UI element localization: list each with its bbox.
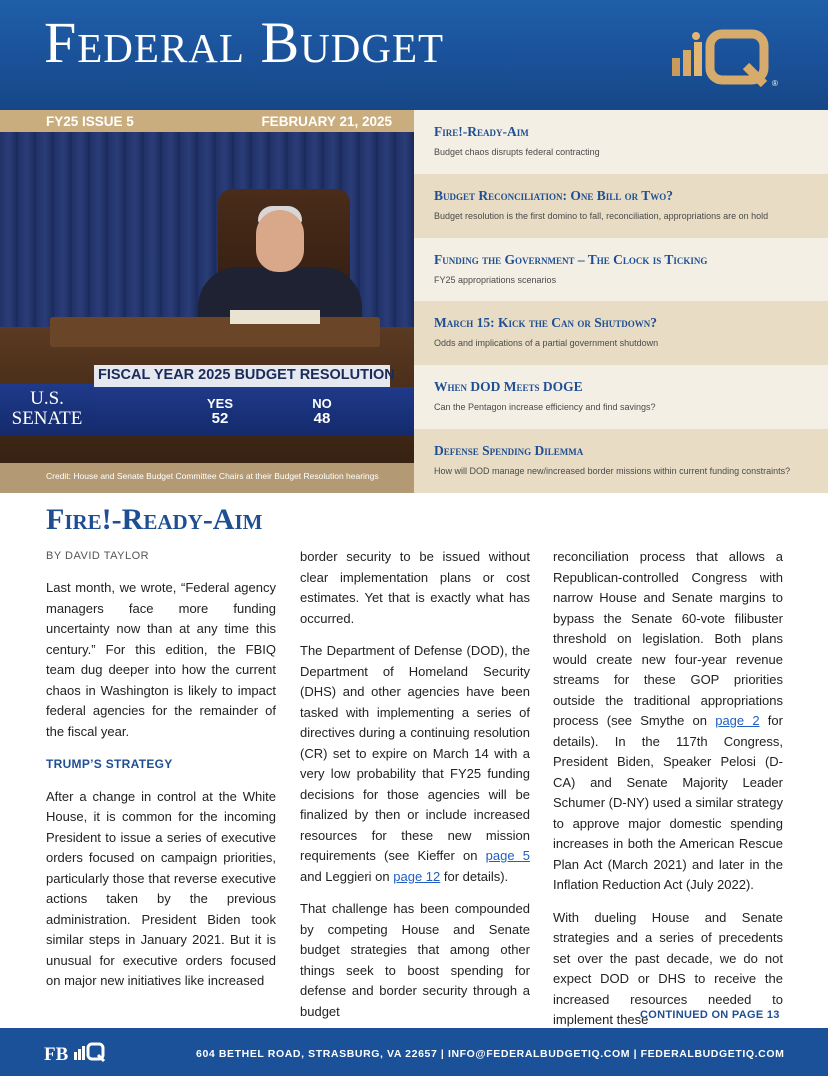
- toc-item[interactable]: [414, 365, 828, 429]
- toc-item-title[interactable]: When DOD Meets DOGE: [434, 379, 583, 395]
- photo-papers: [230, 310, 320, 324]
- footer: [0, 1028, 828, 1076]
- article-paragraph: Last month, we wrote, “Federal agency managers face more funding uncertainty now than at any time this century.” For this edition, the FBIQ team dug deeper into how the current chaos in Washington is likely to impact federal agencies for the remainder of the fiscal year.: [46, 580, 276, 739]
- article-paragraph: That challenge has been compounded by competing House and Senate budget strategies that among other things seek to boost spending for defense and border security through a budget: [300, 901, 530, 1019]
- photo-credit: Credit: House and Senate Budget Committee Chairs at their Budget Resolution hearings: [46, 471, 379, 481]
- toc-item[interactable]: [414, 110, 828, 174]
- vote-yes-label: YES: [206, 396, 233, 411]
- toc-item[interactable]: [414, 301, 828, 365]
- page-5-link[interactable]: page 5: [485, 848, 530, 863]
- toc-item[interactable]: [414, 429, 828, 493]
- senate-label-line2: SENATE: [11, 408, 83, 429]
- article-text: and Leggieri on: [300, 868, 394, 884]
- footer-contact: 604 BETHEL ROAD, STRASBURG, VA 22657 | INFO@FEDERALBUDGETIQ.COM | FEDERALBUDGETIQ.COM: [196, 1048, 785, 1060]
- article-paragraph: [553, 547, 783, 896]
- article-paragraph: [300, 641, 530, 887]
- footer-logo-text: FB: [44, 1044, 69, 1065]
- vote-yes: [190, 396, 250, 426]
- article-text: for details).: [440, 868, 509, 884]
- issue-date: FEBRUARY 21, 2025: [261, 114, 392, 129]
- photo-person-head: [256, 210, 304, 272]
- vote-no-count: 48: [313, 410, 331, 427]
- article-title: Fire!-Ready-Aim: [46, 503, 263, 536]
- masthead: [0, 0, 828, 110]
- article-text: reconciliation process that allows a Republican-controlled Congress with narrow House and Senate margins to bypass the Senate 60-vote filibuster threshold on legislation. Both plans would create new four-year revenue streams for these GOP priorities outside the traditional appropriations process (see Smythe on: [553, 549, 783, 728]
- vote-yes-count: 52: [211, 410, 229, 427]
- vote-bar: [94, 387, 414, 435]
- svg-text:®: ®: [772, 79, 778, 88]
- table-of-contents: [414, 110, 828, 493]
- footer-iq-icon: [73, 1042, 107, 1062]
- photo-lower-third: FISCAL YEAR 2025 BUDGET RESOLUTION: [94, 365, 390, 387]
- toc-item-title[interactable]: Fire!-Ready-Aim: [434, 124, 529, 139]
- toc-item-desc: Can the Pentagon increase efficiency and find savings?: [434, 402, 656, 413]
- article-column-3: [553, 547, 783, 1043]
- continued-link[interactable]: CONTINUED ON PAGE 13: [640, 1009, 780, 1021]
- toc-item-title[interactable]: March 15: Kick the Can or Shutdown?: [434, 315, 658, 331]
- toc-item-desc: Budget chaos disrupts federal contracting: [434, 147, 600, 157]
- issue-bar: [0, 110, 414, 132]
- article-paragraph: With dueling House and Senate strategies and a series of precedents set over the past decade, we do not expect DOD or DHS to receive the increased resources needed to implement these: [553, 909, 783, 1027]
- toc-item[interactable]: [414, 174, 828, 238]
- senate-label: [0, 384, 94, 436]
- page-12-link[interactable]: page 12: [393, 868, 441, 884]
- toc-item-desc: Budget resolution is the first domino to fall, reconciliation, appropriations are on hold: [434, 210, 769, 221]
- article-text: The Department of Defense (DOD), the Department of Homeland Security (DHS) and other agencies have been tasked with implementing a series of directives during a continuing resolution (CR) set to expire on March 14 with a very low probability that FY25 funding decisions for those agencies will be finalized by then or include increased resources for these new mission requirements (see Kieffer on: [300, 643, 530, 863]
- budget-iq-logo-icon: [668, 28, 784, 88]
- publication-title: Federal Budget: [44, 10, 445, 75]
- toc-item-desc: How will DOD manage new/increased border missions within current funding constraints?: [434, 466, 791, 476]
- footer-logo: [44, 1042, 107, 1064]
- toc-item[interactable]: [414, 238, 828, 302]
- toc-item-desc: Odds and implications of a partial government shutdown: [434, 338, 659, 349]
- photo-desk: [50, 317, 380, 347]
- article-text: for details). In the 117th Congress, President Biden, Speaker Pelosi (D-CA) and Senate Majority Leader Schumer (D-NY) used a similar strategy to approve major domestic spending increases in both the American Rescue Plan Act (March 2021) and later in the Inflation Reduction Act (July 2022).: [553, 713, 783, 892]
- vote-no-label: NO: [312, 396, 332, 411]
- toc-item-desc: FY25 appropriations scenarios: [434, 274, 557, 285]
- article-paragraph: After a change in control at the White House, it is common for the incoming President to issue a series of executive orders focused on campaign priorities, particularly those that reverse executive actions taken by the previous administration. President Biden took similar steps in January 2021. But it is unusual for executive orders focused on major new initiatives like increased: [46, 788, 276, 988]
- article-column-1: [46, 578, 276, 1004]
- toc-item-title[interactable]: Defense Spending Dilemma: [434, 443, 584, 458]
- toc-item-title[interactable]: Funding the Government – The Clock is Ticking: [434, 251, 708, 267]
- vote-no: [292, 396, 352, 426]
- article-column-2: [300, 547, 530, 1034]
- page-2-link[interactable]: page 2: [715, 713, 760, 728]
- toc-item-title[interactable]: Budget Reconciliation: One Bill or Two?: [434, 187, 674, 203]
- hero-photo: [0, 132, 414, 493]
- article-byline: BY DAVID TAYLOR: [46, 550, 150, 562]
- article-paragraph: border security to be issued without clear implementation plans or cost estimates. Yet that is exactly what has occurred.: [300, 549, 530, 626]
- article-subhead: TRUMP’S STRATEGY: [46, 757, 173, 771]
- senate-label-line1: U.S.: [30, 388, 64, 409]
- issue-number: FY25 ISSUE 5: [46, 114, 134, 129]
